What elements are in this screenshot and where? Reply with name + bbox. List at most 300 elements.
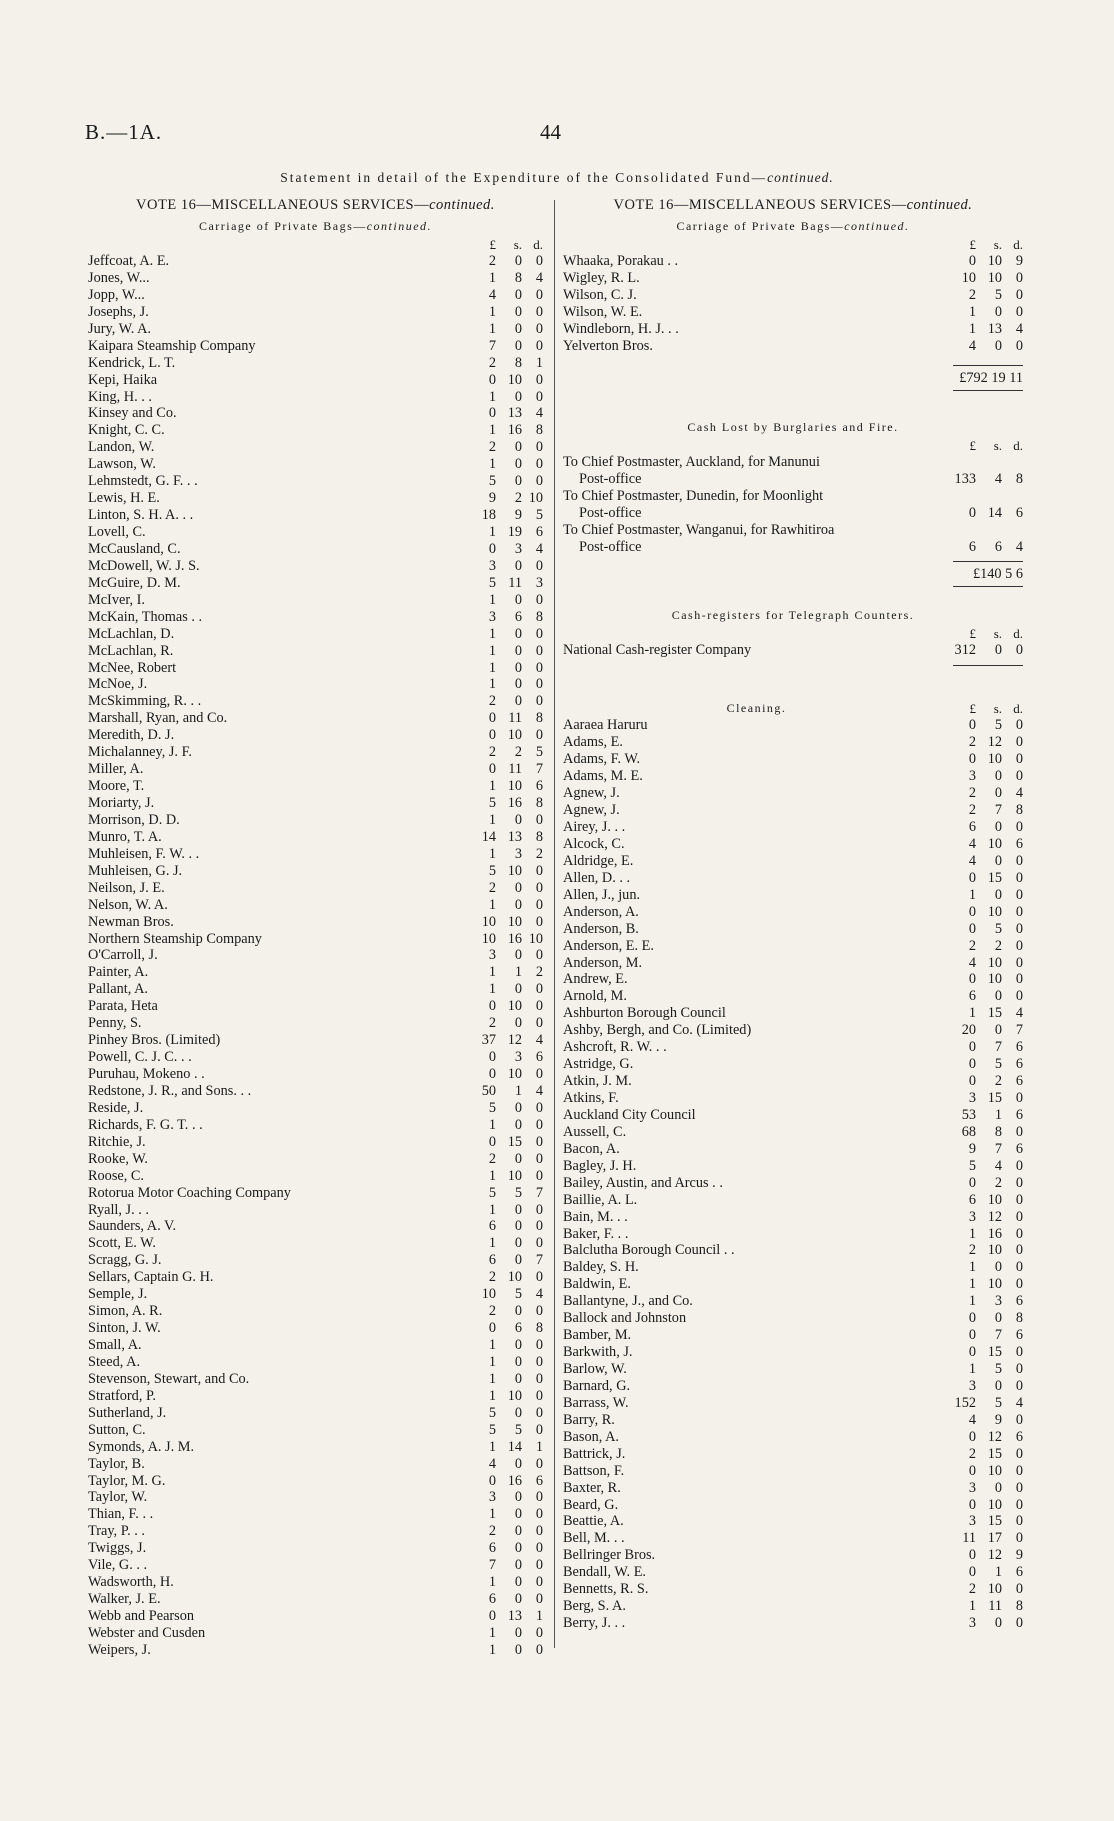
table-row bbox=[563, 1412, 1023, 1429]
entry-shillings: 14 bbox=[507, 1438, 522, 1455]
entry-shillings: 13 bbox=[507, 828, 522, 845]
entry-name: Sinton, J. W. bbox=[88, 1320, 161, 1337]
table-row bbox=[88, 1235, 543, 1252]
table-row bbox=[563, 1276, 1023, 1293]
entry-pence: 5 bbox=[535, 744, 543, 761]
entry-name: Airey, J. . . bbox=[563, 819, 626, 835]
entry-shillings: 10 bbox=[507, 371, 522, 388]
entry-shillings: 8 bbox=[514, 269, 522, 286]
table-row bbox=[88, 1371, 543, 1388]
entry-pounds: 4 bbox=[968, 954, 976, 971]
entry-pence: 0 bbox=[1015, 1259, 1023, 1276]
entry-shillings: 4 bbox=[994, 470, 1002, 487]
entry-shillings: 0 bbox=[514, 879, 522, 896]
table-row bbox=[88, 1422, 543, 1439]
entry-name: Northern Steamship Company bbox=[88, 930, 262, 947]
entry-name: Sutherland, J. bbox=[88, 1404, 167, 1421]
table-row bbox=[563, 988, 1023, 1005]
entry-name: Berry, J. . . bbox=[563, 1615, 626, 1632]
entry-name: Anderson, E. E. bbox=[563, 937, 654, 954]
entry-pounds: 9 bbox=[488, 490, 496, 507]
entry-pounds: 1 bbox=[488, 1387, 496, 1404]
entry-pounds: 1 bbox=[488, 896, 496, 913]
entry-shillings: 16 bbox=[507, 930, 522, 947]
entry-pounds: 2 bbox=[488, 744, 496, 761]
entry-pounds: 6 bbox=[968, 1191, 976, 1208]
entry-name: Pallant, A. bbox=[88, 981, 148, 998]
entry-name: Rotorua Motor Coaching Company bbox=[88, 1184, 291, 1201]
entry-pence: 6 bbox=[535, 524, 543, 540]
entry-pence: 0 bbox=[535, 1523, 543, 1540]
entry-shillings: 0 bbox=[514, 286, 522, 303]
currency-header-right: £ s. d. bbox=[969, 237, 1023, 252]
table-row bbox=[563, 1259, 1023, 1276]
entry-shillings: 6 bbox=[514, 1320, 522, 1337]
entry-pounds: 1 bbox=[488, 981, 496, 998]
entry-pence: 0 bbox=[535, 981, 543, 998]
table-row bbox=[88, 355, 543, 372]
entry-pence: 0 bbox=[535, 998, 543, 1015]
table-row bbox=[563, 1446, 1023, 1463]
table-row bbox=[88, 1117, 543, 1134]
table-row bbox=[88, 812, 543, 829]
entry-pounds: 1 bbox=[488, 1574, 496, 1591]
entry-pence: 6 bbox=[1015, 835, 1023, 852]
entry-pence: 7 bbox=[1015, 1022, 1023, 1039]
entry-name: McIver, I. bbox=[88, 591, 145, 608]
entry-pence: 0 bbox=[535, 320, 543, 337]
entry-shillings: 12 bbox=[987, 1547, 1002, 1564]
entry-shillings: 10 bbox=[987, 751, 1002, 768]
entry-pence: 0 bbox=[535, 388, 543, 405]
entry-pence: 6 bbox=[1015, 1293, 1023, 1310]
burglary-heading: Cash Lost by Burglaries and Fire. bbox=[687, 419, 899, 434]
entry-name: O'Carroll, J. bbox=[88, 947, 158, 964]
entry-pounds: 2 bbox=[488, 1150, 496, 1167]
entry-shillings: 16 bbox=[987, 1225, 1002, 1242]
entry-name: Kinsey and Co. bbox=[88, 405, 177, 422]
entry-name: Balclutha Borough Council . . bbox=[563, 1242, 735, 1259]
table-row bbox=[563, 1209, 1023, 1226]
burglary-office: Post-office bbox=[579, 504, 642, 521]
entry-pence: 0 bbox=[535, 1624, 543, 1641]
entry-name: Thian, F. . . bbox=[88, 1506, 154, 1523]
burglary-recipient: To Chief Postmaster, Wanganui, for Rawhitiroa bbox=[563, 521, 835, 538]
entry-name: Landon, W. bbox=[88, 439, 155, 456]
entry-shillings: 0 bbox=[514, 1303, 522, 1320]
entry-pounds: 10 bbox=[481, 913, 496, 930]
burglary-line bbox=[563, 488, 1023, 505]
entry-pence: 0 bbox=[535, 1218, 543, 1235]
table-row bbox=[88, 931, 543, 948]
table-row bbox=[563, 1395, 1023, 1412]
entry-pounds: 0 bbox=[488, 1133, 496, 1150]
entry-name: Bennetts, R. S. bbox=[563, 1581, 649, 1598]
table-row bbox=[563, 1598, 1023, 1615]
table-row bbox=[88, 1405, 543, 1422]
table-row bbox=[563, 1073, 1023, 1090]
entry-pence: 0 bbox=[1015, 954, 1023, 971]
table-row bbox=[88, 1032, 543, 1049]
entry-pounds: 0 bbox=[488, 540, 496, 557]
entry-name: Anderson, M. bbox=[563, 954, 643, 971]
entry-pence: 0 bbox=[535, 1540, 543, 1557]
entry-name: Marshall, Ryan, and Co. bbox=[88, 710, 228, 727]
entry-pence: 8 bbox=[535, 795, 543, 811]
table-row bbox=[88, 1439, 543, 1456]
entry-shillings: 15 bbox=[507, 1133, 522, 1150]
entry-pounds: 1 bbox=[968, 1276, 976, 1293]
entry-shillings: 0 bbox=[514, 1116, 522, 1133]
entry-shillings: 10 bbox=[987, 1496, 1002, 1513]
entry-shillings: 0 bbox=[514, 947, 522, 964]
entry-pence: 0 bbox=[1015, 1208, 1023, 1225]
table-row bbox=[88, 1608, 543, 1625]
entry-name: Barkwith, J. bbox=[563, 1344, 633, 1361]
entry-pence: 6 bbox=[1015, 1056, 1023, 1073]
entry-name: Bacon, A. bbox=[563, 1140, 620, 1157]
entry-name: Barry, R. bbox=[563, 1411, 615, 1428]
table-row bbox=[88, 1320, 543, 1337]
entry-pence: 0 bbox=[535, 1337, 543, 1353]
table-row bbox=[88, 592, 543, 609]
entry-pounds: 37 bbox=[481, 1032, 496, 1049]
entry-shillings: 3 bbox=[994, 1293, 1002, 1310]
entry-name: Vile, G. . . bbox=[88, 1557, 148, 1574]
entry-shillings: 13 bbox=[507, 1608, 522, 1624]
entry-pence: 0 bbox=[1015, 1581, 1023, 1598]
table-row bbox=[88, 1252, 543, 1269]
entry-pounds: 2 bbox=[488, 253, 496, 269]
burglary-list bbox=[563, 454, 1023, 556]
entry-shillings: 0 bbox=[514, 1201, 522, 1218]
table-row bbox=[563, 1378, 1023, 1395]
column-divider bbox=[554, 200, 555, 1648]
table-row bbox=[563, 1090, 1023, 1107]
entry-pounds: 2 bbox=[968, 1242, 976, 1259]
entry-pounds: 2 bbox=[488, 1269, 496, 1286]
entry-name: Barlow, W. bbox=[563, 1361, 627, 1377]
entry-name: Painter, A. bbox=[88, 964, 149, 981]
table-row bbox=[563, 904, 1023, 921]
entry-shillings: 0 bbox=[994, 886, 1002, 903]
entry-name: Baxter, R. bbox=[563, 1479, 621, 1496]
table-row bbox=[88, 1625, 543, 1642]
table-row bbox=[563, 1429, 1023, 1446]
entry-shillings: 0 bbox=[514, 320, 522, 337]
entry-pounds: 5 bbox=[488, 795, 496, 811]
entry-pounds: 1 bbox=[968, 1293, 976, 1310]
entry-shillings: 0 bbox=[514, 1404, 522, 1421]
entry-name: Kepi, Haika bbox=[88, 371, 158, 388]
entry-pence: 0 bbox=[1015, 303, 1023, 320]
table-row bbox=[563, 1327, 1023, 1344]
entry-pence: 0 bbox=[535, 473, 543, 490]
entry-pounds: 2 bbox=[488, 439, 496, 456]
entry-pounds: 0 bbox=[968, 1073, 976, 1090]
table-row bbox=[563, 287, 1023, 304]
entry-name: Webb and Pearson bbox=[88, 1608, 195, 1624]
entry-pounds: 0 bbox=[968, 1174, 976, 1191]
entry-pounds: 2 bbox=[488, 879, 496, 896]
entry-pence: 0 bbox=[535, 913, 543, 930]
entry-pence: 0 bbox=[535, 1641, 543, 1658]
entry-pence: 0 bbox=[1015, 337, 1023, 354]
table-row bbox=[563, 819, 1023, 836]
entry-shillings: 0 bbox=[514, 1624, 522, 1641]
entry-name: Anderson, A. bbox=[563, 903, 639, 920]
entry-name: Allen, D. . . bbox=[563, 869, 631, 886]
entry-pence: 0 bbox=[1015, 1242, 1023, 1259]
entry-pounds: 3 bbox=[968, 1208, 976, 1225]
entry-name: Ballantyne, J., and Co. bbox=[563, 1293, 693, 1310]
entry-pounds: 0 bbox=[968, 1344, 976, 1361]
entry-shillings: 2 bbox=[994, 1174, 1002, 1191]
entry-pounds: 1 bbox=[488, 1235, 496, 1252]
table-row bbox=[563, 921, 1023, 938]
entry-name: McNoe, J. bbox=[88, 676, 148, 693]
entry-pence: 8 bbox=[1015, 802, 1023, 819]
entry-pounds: 7 bbox=[488, 337, 496, 354]
entry-pounds: 68 bbox=[961, 1123, 976, 1140]
entry-shillings: 0 bbox=[994, 1310, 1002, 1327]
entry-name: Steed, A. bbox=[88, 1353, 141, 1370]
entry-shillings: 4 bbox=[994, 1157, 1002, 1174]
entry-shillings: 9 bbox=[514, 507, 522, 524]
entry-pounds: 0 bbox=[968, 971, 976, 988]
entry-name: Jury, W. A. bbox=[88, 320, 152, 337]
entry-pounds: 0 bbox=[488, 710, 496, 727]
entry-shillings: 0 bbox=[994, 1615, 1002, 1632]
entry-pounds: 1 bbox=[488, 778, 496, 795]
entry-name: Richards, F. G. T. . . bbox=[88, 1116, 203, 1133]
entry-pounds: 20 bbox=[961, 1022, 976, 1039]
table-row bbox=[563, 1463, 1023, 1480]
entry-name: Adams, M. E. bbox=[563, 768, 643, 785]
entry-shillings: 10 bbox=[507, 913, 522, 930]
entry-name: Walker, J. E. bbox=[88, 1591, 161, 1608]
entry-pounds: 0 bbox=[968, 1496, 976, 1513]
cashreg-name: National Cash-register Company bbox=[563, 642, 752, 659]
table-row bbox=[88, 1523, 543, 1540]
entry-pence: 0 bbox=[535, 862, 543, 879]
entry-name: Ashcroft, R. W. . . bbox=[563, 1039, 667, 1056]
entry-pounds: 1 bbox=[488, 303, 496, 320]
entry-name: Adams, F. W. bbox=[563, 751, 641, 768]
entry-pence: 8 bbox=[1015, 1310, 1023, 1327]
table-row bbox=[88, 524, 543, 541]
entry-pence: 0 bbox=[1015, 1191, 1023, 1208]
entry-pence: 0 bbox=[1015, 1361, 1023, 1377]
entry-shillings: 0 bbox=[514, 303, 522, 320]
entry-shillings: 8 bbox=[514, 354, 522, 371]
entry-shillings: 0 bbox=[514, 1099, 522, 1116]
table-row bbox=[88, 1286, 543, 1303]
entry-name: McCausland, C. bbox=[88, 540, 181, 557]
entry-shillings: 1 bbox=[994, 1564, 1002, 1581]
table-row bbox=[88, 1185, 543, 1202]
entry-name: Knight, C. C. bbox=[88, 422, 165, 439]
entry-pence: 0 bbox=[535, 456, 543, 473]
entry-pounds: 1 bbox=[968, 303, 976, 320]
cashreg-pounds: 312 bbox=[954, 642, 976, 659]
entry-shillings: 12 bbox=[987, 1208, 1002, 1225]
entry-name: Andrew, E. bbox=[563, 971, 628, 988]
entry-pounds: 0 bbox=[968, 1462, 976, 1479]
table-row bbox=[88, 1100, 543, 1117]
table-row bbox=[563, 751, 1023, 768]
entry-pounds: 1 bbox=[968, 1259, 976, 1276]
entry-shillings: 0 bbox=[514, 1506, 522, 1523]
entry-name: Webster and Cusden bbox=[88, 1624, 206, 1641]
table-row bbox=[563, 1141, 1023, 1158]
entry-name: Wilson, C. J. bbox=[563, 286, 637, 303]
entry-pence: 0 bbox=[535, 625, 543, 642]
entry-pounds: 1 bbox=[488, 1370, 496, 1387]
table-row bbox=[88, 710, 543, 727]
entry-name: Jones, W... bbox=[88, 269, 150, 286]
entry-name: Beattie, A. bbox=[563, 1513, 624, 1530]
entry-name: Tray, P. . . bbox=[88, 1523, 145, 1540]
entry-pence: 8 bbox=[1015, 1598, 1023, 1615]
entry-name: McGuire, D. M. bbox=[88, 574, 181, 591]
entry-pounds: 1 bbox=[488, 1201, 496, 1218]
table-row bbox=[88, 439, 543, 456]
entry-shillings: 5 bbox=[514, 1286, 522, 1303]
entry-name: Ballock and Johnston bbox=[563, 1310, 687, 1327]
entry-pence: 4 bbox=[535, 269, 543, 286]
entry-shillings: 10 bbox=[987, 1242, 1002, 1259]
entry-name: Taylor, W. bbox=[88, 1489, 148, 1506]
entry-pounds: 4 bbox=[968, 852, 976, 869]
entry-pounds: 6 bbox=[488, 1252, 496, 1269]
entry-shillings: 16 bbox=[507, 795, 522, 811]
entry-pounds: 5 bbox=[488, 473, 496, 490]
entry-shillings: 10 bbox=[507, 727, 522, 744]
entry-pounds: 0 bbox=[488, 727, 496, 744]
table-row bbox=[88, 1049, 543, 1066]
entry-pence: 0 bbox=[535, 286, 543, 303]
entry-pence: 0 bbox=[1015, 1479, 1023, 1496]
entry-name: Alcock, C. bbox=[563, 835, 625, 852]
entry-name: Barnard, G. bbox=[563, 1377, 631, 1394]
entry-shillings: 5 bbox=[514, 1184, 522, 1201]
bags-total-row bbox=[563, 366, 1023, 390]
table-row bbox=[563, 1039, 1023, 1056]
entry-pence: 4 bbox=[535, 1082, 543, 1099]
entry-shillings: 10 bbox=[987, 903, 1002, 920]
entry-pence: 0 bbox=[1015, 1462, 1023, 1479]
entry-pence: 4 bbox=[1015, 785, 1023, 802]
entry-pounds: 6 bbox=[488, 1540, 496, 1557]
entry-name: Agnew, J. bbox=[563, 785, 620, 802]
table-row bbox=[563, 853, 1023, 870]
entry-name: Baillie, A. L. bbox=[563, 1191, 638, 1208]
entry-shillings: 0 bbox=[514, 473, 522, 490]
entry-name: Wigley, R. L. bbox=[563, 269, 640, 286]
entry-pence: 2 bbox=[535, 845, 543, 862]
table-row bbox=[88, 947, 543, 964]
entry-pounds: 3 bbox=[968, 1615, 976, 1632]
entry-pounds: 2 bbox=[968, 734, 976, 751]
table-row bbox=[563, 1158, 1023, 1175]
entry-shillings: 2 bbox=[514, 744, 522, 761]
entry-pence: 8 bbox=[535, 828, 543, 845]
entry-pounds: 0 bbox=[968, 903, 976, 920]
entry-name: Redstone, J. R., and Sons. . . bbox=[88, 1082, 252, 1099]
table-row bbox=[563, 1497, 1023, 1514]
burglary-office: Post-office bbox=[579, 470, 642, 487]
entry-pounds: 1 bbox=[968, 1598, 976, 1615]
table-row bbox=[563, 253, 1023, 270]
entry-pence: 4 bbox=[535, 540, 543, 557]
entry-name: Ashburton Borough Council bbox=[563, 1005, 726, 1022]
entry-name: Baker, F. . . bbox=[563, 1225, 629, 1242]
entry-pence: 7 bbox=[535, 1252, 543, 1269]
table-row bbox=[88, 863, 543, 880]
table-row bbox=[563, 938, 1023, 955]
entry-pence: 6 bbox=[535, 1049, 543, 1066]
entry-pounds: 53 bbox=[961, 1106, 976, 1123]
entry-name: Stratford, P. bbox=[88, 1387, 156, 1404]
entry-pence: 6 bbox=[1015, 1327, 1023, 1344]
entry-name: Sellars, Captain G. H. bbox=[88, 1269, 214, 1286]
entry-name: Anderson, B. bbox=[563, 920, 639, 937]
entry-shillings: 0 bbox=[514, 659, 522, 676]
entry-pence: 0 bbox=[1015, 1344, 1023, 1361]
entry-shillings: 15 bbox=[987, 1090, 1002, 1106]
entry-shillings: 6 bbox=[514, 608, 522, 625]
table-row bbox=[563, 836, 1023, 853]
table-row bbox=[563, 1022, 1023, 1039]
entry-name: Taylor, M. G. bbox=[88, 1472, 166, 1489]
entry-shillings: 0 bbox=[994, 768, 1002, 785]
entry-pence: 0 bbox=[1015, 1530, 1023, 1547]
table-row bbox=[563, 1513, 1023, 1530]
entry-pounds: 3 bbox=[488, 947, 496, 964]
table-row bbox=[88, 287, 543, 304]
entry-pounds: 1 bbox=[488, 1353, 496, 1370]
entry-shillings: 6 bbox=[994, 538, 1002, 555]
entry-name: Auckland City Council bbox=[563, 1106, 696, 1123]
entry-shillings: 10 bbox=[987, 1191, 1002, 1208]
entry-pence: 0 bbox=[535, 1353, 543, 1370]
entry-shillings: 12 bbox=[987, 1428, 1002, 1445]
table-row bbox=[88, 338, 543, 355]
entry-pounds: 6 bbox=[488, 1218, 496, 1235]
entry-name: Agnew, J. bbox=[563, 802, 620, 819]
entry-name: McLachlan, R. bbox=[88, 642, 174, 659]
entry-pounds: 2 bbox=[968, 937, 976, 954]
entry-pence: 0 bbox=[535, 1150, 543, 1167]
table-row bbox=[88, 1574, 543, 1591]
entry-pounds: 5 bbox=[488, 862, 496, 879]
table-row bbox=[88, 1083, 543, 1100]
entry-shillings: 17 bbox=[987, 1530, 1002, 1547]
entry-shillings: 0 bbox=[514, 1370, 522, 1387]
entry-pounds: 1 bbox=[488, 269, 496, 286]
table-row bbox=[563, 717, 1023, 734]
table-row bbox=[563, 1293, 1023, 1310]
table-row bbox=[88, 998, 543, 1015]
entry-name: Small, A. bbox=[88, 1337, 142, 1353]
entry-shillings: 10 bbox=[507, 778, 522, 795]
entry-pounds: 4 bbox=[488, 1455, 496, 1472]
entry-shillings: 0 bbox=[514, 337, 522, 354]
entry-pence: 0 bbox=[1015, 819, 1023, 835]
table-row bbox=[88, 541, 543, 558]
entry-pounds: 1 bbox=[488, 524, 496, 540]
